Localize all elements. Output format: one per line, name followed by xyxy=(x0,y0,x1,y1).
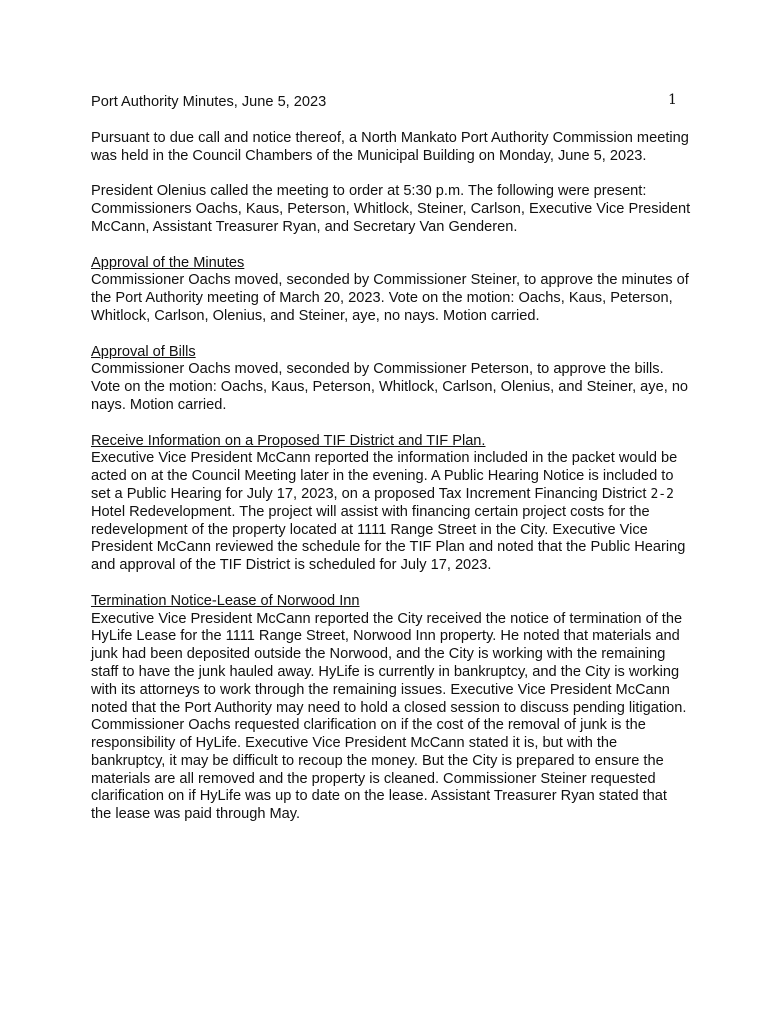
section-tif-district xyxy=(91,433,691,575)
page-title: Port Authority Minutes, June 5, 2023 xyxy=(91,94,327,110)
section-termination-notice xyxy=(91,593,691,824)
section-body: Commissioner Oachs moved, seconded by Commissioner Peterson, to approve the bills. Vote on the motion: Oachs, Kaus, Peterson, Whitlock, Carlson, Olenius, and Steiner, aye, no nays. Motion carried. xyxy=(91,361,689,413)
section-body: Executive Vice President McCann reported the City received the notice of termination of the HyLife Lease for the 1111 Range Street, Norwood Inn property. He noted that materials and junk had been deposited outside the Norwood, and the City is working with the remaining staff to have the junk hauled away. HyLife is currently in bankruptcy, and the City is working with its attorneys to work through the remaining issues. Executive Vice President McCann noted that the Port Authority may need to hold a closed session to discuss pending litigation. Commissioner Oachs requested clarification on if the cost of the removal of junk is the responsibility of HyLife. Executive Vice President McCann stated it is, but with the bankruptcy, it may be difficult to recoup the money. But the City is prepared to ensure the materials are all removed and the property is cleaned. Commissioner Steiner requested clarification on if HyLife was up to date on the lease. Assistant Treasurer Ryan stated that the lease was paid through May. xyxy=(91,610,687,823)
district-number: 2-2 xyxy=(650,486,674,502)
section-body-text: Hotel Redevelopment. The project will assist with financing certain project costs for the redevelopment of the property located at 1111 Range Street in the City. Executive Vice President McCann reviewed the schedule for the TIF Plan and noted that the Public Hearing and approval of the TIF District is scheduled for July 17, 2023. xyxy=(91,503,686,574)
section-heading: Approval of the Minutes xyxy=(91,254,245,271)
page-number: 1 xyxy=(668,92,677,108)
section-body xyxy=(91,450,691,575)
section-approval-of-minutes xyxy=(91,255,691,326)
document-body xyxy=(91,130,691,842)
section-body-text: Executive Vice President McCann reported the information included in the packet would be acted on at the Council Meeting later in the evening. A Public Hearing Notice is included to set a Public Hearing for July 17, 2023, on a proposed Tax Increment Financing District xyxy=(91,450,678,502)
section-heading: Receive Information on a Proposed TIF District and TIF Plan. xyxy=(91,432,486,449)
intro-paragraph-call-notice: Pursuant to due call and notice thereof, a North Mankato Port Authority Commission meeting was held in the Council Chambers of the Municipal Building on Monday, June 5, 2023. xyxy=(91,130,689,164)
intro-paragraph-attendance: President Olenius called the meeting to order at 5:30 p.m. The following were present: Commissioners Oachs, Kaus, Peterson, Whitlock, Steiner, Carlson, Executive Vice President McCann, Assistant Treasurer Ryan, and Secretary Van Genderen. xyxy=(91,183,691,235)
section-heading: Termination Notice-Lease of Norwood Inn xyxy=(91,592,360,609)
section-body: Commissioner Oachs moved, seconded by Commissioner Steiner, to approve the minutes of the Port Authority meeting of March 20, 2023. Vote on the motion: Oachs, Kaus, Peterson, Whitlock, Carlson, Olenius, and Steiner, aye, no nays. Motion carried. xyxy=(91,272,689,324)
section-approval-of-bills xyxy=(91,344,691,415)
section-heading: Approval of Bills xyxy=(91,343,196,360)
